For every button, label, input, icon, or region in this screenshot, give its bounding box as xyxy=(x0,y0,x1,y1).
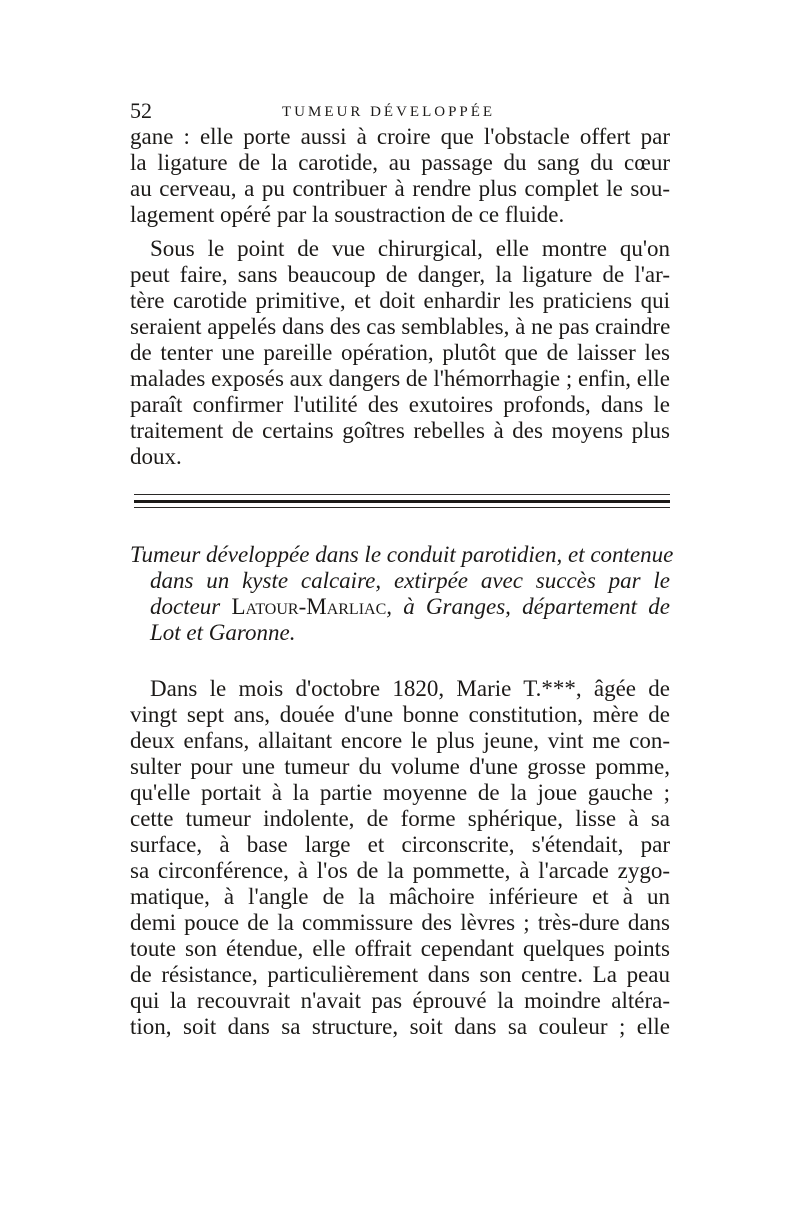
article-title-line: dans un kyste calcaire, extirpée avec succès par le xyxy=(150,568,670,593)
text-line: tère carotide primitive, et doit enhardir les praticiens qui xyxy=(130,288,670,313)
text-line: de résistance, particulièrement dans son centre. La peau xyxy=(130,962,670,987)
text-line: gane : elle porte aussi à croire que l'obstacle offert par xyxy=(130,124,670,149)
text-line: sulter pour une tumeur du volume d'une grosse pomme, xyxy=(130,754,670,779)
running-head xyxy=(130,98,670,124)
article-title-line: Tumeur développée dans le conduit parotidien, et contenue xyxy=(130,542,674,567)
text-line: cette tumeur indolente, de forme sphérique, lisse à sa xyxy=(130,806,670,831)
text-line: vingt sept ans, douée d'une bonne constitution, mère de xyxy=(130,702,670,727)
separator-rule xyxy=(134,494,670,495)
text-line: surface, à base large et circonscrite, s'étendait, par xyxy=(130,832,670,857)
page-number: 52 xyxy=(130,98,152,123)
article-title-line: Lot et Garonne. xyxy=(150,620,296,645)
text-line: paraît confirmer l'utilité des exutoires profonds, dans le xyxy=(130,392,670,417)
text-line: deux enfans, allaitant encore le plus jeune, vint me con- xyxy=(130,728,670,753)
text-line: qu'elle portait à la partie moyenne de la joue gauche ; xyxy=(130,780,670,805)
text-line: traitement de certains goîtres rebelles à des moyens plus xyxy=(130,418,670,443)
separator-rule xyxy=(134,507,670,508)
text-line: de tenter une pareille opération, plutôt que de laisser les xyxy=(130,340,670,365)
text-line: demi pouce de la commissure des lèvres ; très-dure dans xyxy=(130,910,670,935)
article-title-line xyxy=(150,594,670,620)
text-line: matique, à l'angle de la mâchoire inférieure et à un xyxy=(130,884,670,909)
text-line: au cerveau, a pu contribuer à rendre plus complet le sou- xyxy=(130,176,670,201)
text-line: sa circonférence, à l'os de la pommette, à l'arcade zygo- xyxy=(130,858,670,883)
text-line: Sous le point de vue chirurgical, elle montre qu'on xyxy=(150,236,670,261)
title-prefix: docteur xyxy=(150,594,232,619)
author-name: Latour-Marliac xyxy=(231,594,387,619)
text-line: tion, soit dans sa structure, soit dans sa couleur ; elle xyxy=(130,1014,670,1039)
text-line: qui la recouvrait n'avait pas éprouvé la moindre altéra- xyxy=(130,988,670,1013)
text-line: peut faire, sans beaucoup de danger, la ligature de l'ar- xyxy=(130,262,670,287)
separator-rule xyxy=(134,500,670,503)
text-line: malades exposés aux dangers de l'hémorrhagie ; enfin, elle xyxy=(130,366,670,391)
text-line: lagement opéré par la soustraction de ce fluide. xyxy=(130,202,565,227)
text-line: Dans le mois d'octobre 1820, Marie T.***, âgée de xyxy=(150,676,670,701)
title-suffix: , à Granges, département de xyxy=(386,594,670,619)
text-line: seraient appelés dans des cas semblables, à ne pas craindre xyxy=(130,314,671,339)
running-title: TUMEUR DÉVELOPPÉE xyxy=(282,104,496,120)
text-line: doux. xyxy=(130,444,182,469)
text-line: la ligature de la carotide, au passage du sang du cœur xyxy=(130,150,670,175)
text-line: toute son étendue, elle offrait cependant quelques points xyxy=(130,936,670,961)
